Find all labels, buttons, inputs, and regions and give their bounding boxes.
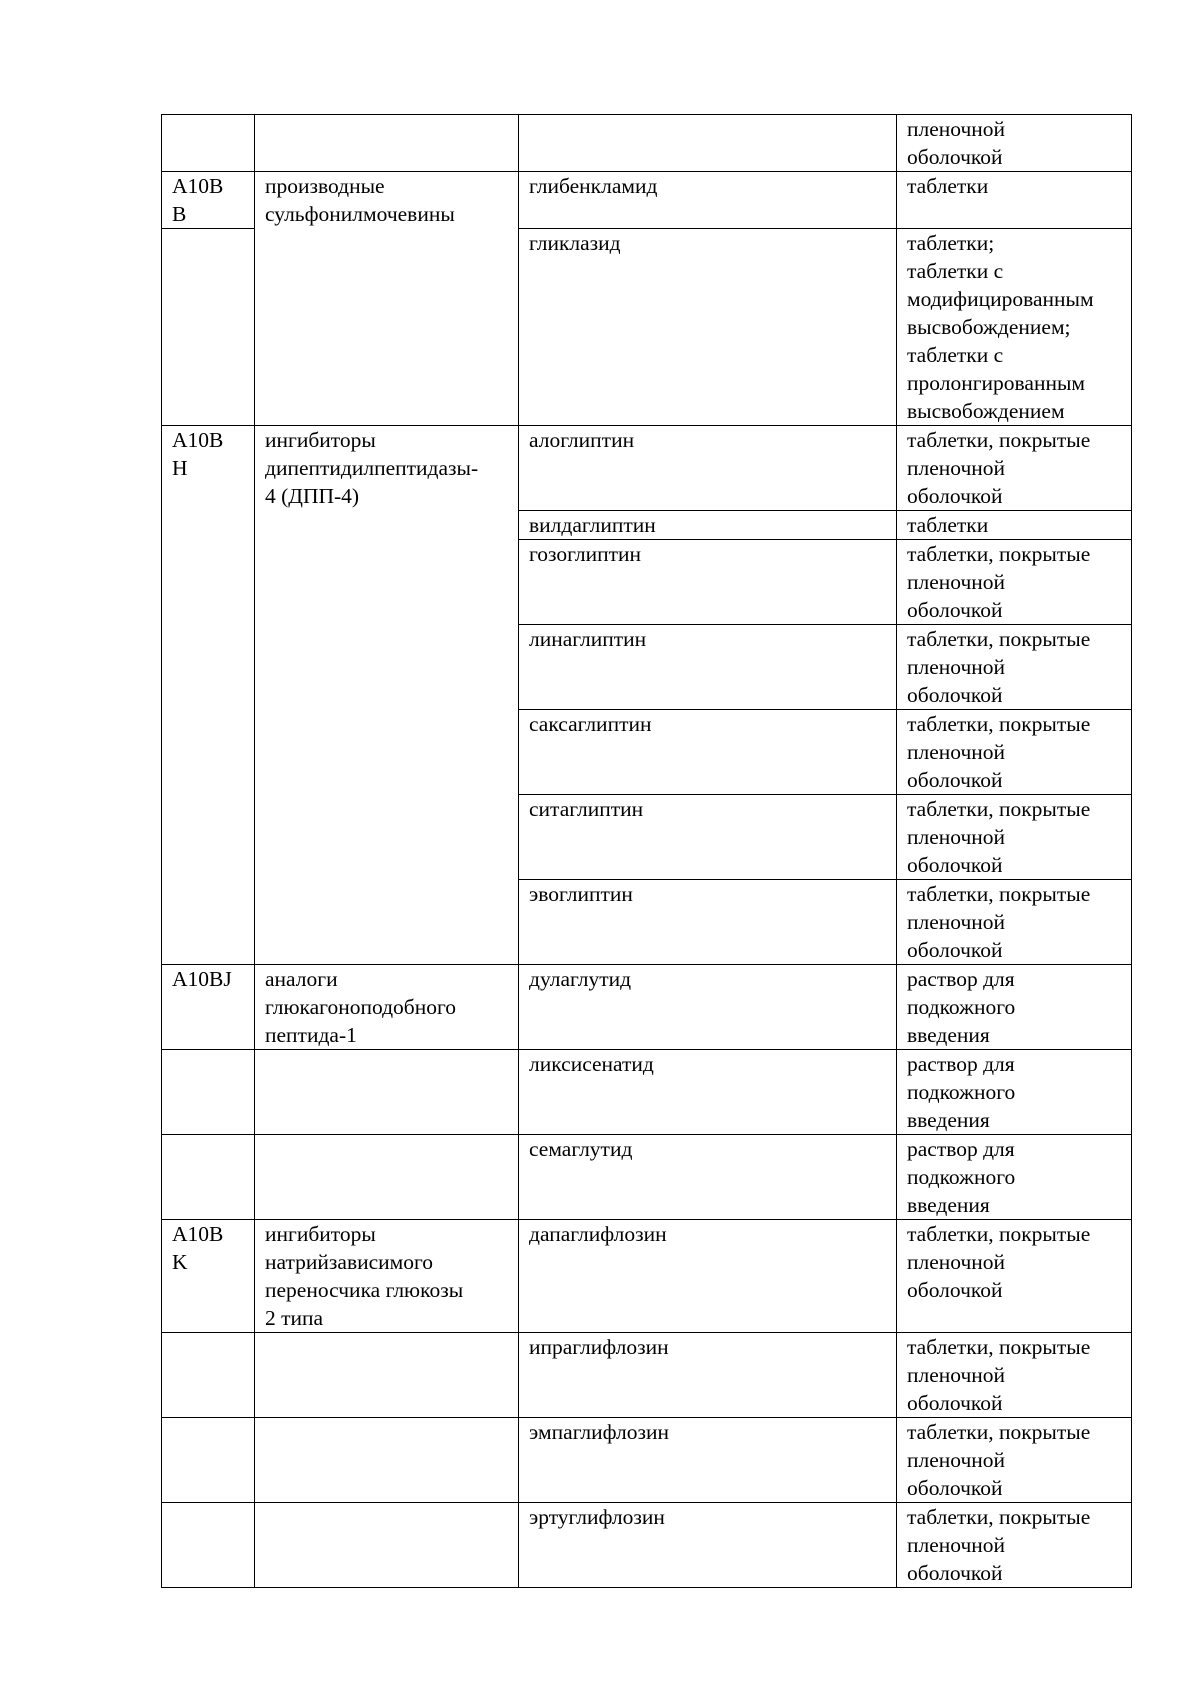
dosage-form-cell <box>897 1418 1132 1503</box>
atc-code-cell-text: A10B B <box>172 174 224 226</box>
dosage-form-cell-text: таблетки, покрытые пленочной оболочкой <box>907 542 1091 622</box>
dosage-form-cell <box>897 795 1132 880</box>
drug-name-cell-text: эртуглифлозин <box>529 1505 665 1529</box>
pharmacological-group-cell <box>255 965 519 1050</box>
drug-name-cell <box>519 1220 897 1333</box>
table-row <box>162 1333 1132 1418</box>
drug-name-cell <box>519 540 897 625</box>
drug-name-cell-text: ипраглифлозин <box>529 1335 669 1359</box>
table-row <box>162 172 1132 229</box>
table-body <box>162 115 1132 1588</box>
drug-name-cell-text: ликсисенатид <box>529 1052 654 1076</box>
table-row <box>162 426 1132 511</box>
dosage-form-cell <box>897 1050 1132 1135</box>
drug-name-cell-text: семаглутид <box>529 1137 633 1161</box>
dosage-form-cell <box>897 625 1132 710</box>
atc-code-cell <box>162 1135 255 1220</box>
drug-name-cell <box>519 625 897 710</box>
drug-name-cell <box>519 795 897 880</box>
pharmacological-group-cell <box>255 1333 519 1418</box>
dosage-form-cell <box>897 511 1132 540</box>
dosage-form-cell-text: раствор для подкожного введения <box>907 967 1016 1047</box>
atc-code-cell-text: A10B K <box>172 1222 224 1274</box>
pharmacological-group-cell-text: производные сульфонилмочевины <box>265 174 455 226</box>
dosage-form-cell <box>897 115 1132 172</box>
dosage-form-cell <box>897 1333 1132 1418</box>
pharmacological-group-cell <box>255 1503 519 1588</box>
dosage-form-cell <box>897 1135 1132 1220</box>
dosage-form-cell <box>897 229 1132 426</box>
drug-name-cell <box>519 1503 897 1588</box>
drug-name-cell <box>519 172 897 229</box>
pharmacological-group-cell <box>255 1050 519 1135</box>
dosage-form-cell-text: таблетки, покрытые пленочной оболочкой <box>907 797 1091 877</box>
dosage-form-cell-text: таблетки, покрытые пленочной оболочкой <box>907 1335 1091 1415</box>
pharmacological-group-cell-text: ингибиторы натрийзависимого переносчика глюкозы 2 типа <box>265 1222 464 1330</box>
drug-name-cell-text: линаглиптин <box>529 627 647 651</box>
dosage-form-cell-text: таблетки <box>907 174 989 198</box>
dosage-form-cell-text: таблетки, покрытые пленочной оболочкой <box>907 712 1091 792</box>
dosage-form-cell <box>897 880 1132 965</box>
dosage-form-cell-text: таблетки, покрытые пленочной оболочкой <box>907 627 1091 707</box>
drug-name-cell-text: дулаглутид <box>529 967 632 991</box>
dosage-form-cell <box>897 172 1132 229</box>
drug-name-cell-text: гликлазид <box>529 231 621 255</box>
dosage-form-cell-text: пленочной оболочкой <box>907 117 1006 169</box>
drug-name-cell-text: эмпаглифлозин <box>529 1420 670 1444</box>
dosage-form-cell <box>897 1503 1132 1588</box>
drug-name-cell <box>519 229 897 426</box>
drug-classification-table <box>161 114 1132 1588</box>
drug-name-cell-text: ситаглиптин <box>529 797 644 821</box>
drug-name-cell-text: эвоглиптин <box>529 882 633 906</box>
dosage-form-cell-text: таблетки, покрытые пленочной оболочкой <box>907 1420 1091 1500</box>
drug-name-cell <box>519 1418 897 1503</box>
dosage-form-cell-text: таблетки, покрытые пленочной оболочкой <box>907 882 1091 962</box>
pharmacological-group-cell <box>255 172 519 426</box>
atc-code-cell <box>162 1050 255 1135</box>
table-row <box>162 115 1132 172</box>
dosage-form-cell <box>897 540 1132 625</box>
pharmacological-group-cell <box>255 1418 519 1503</box>
pharmacological-group-cell-text: аналоги глюкагоноподобного пептида-1 <box>265 967 457 1047</box>
table-row <box>162 1503 1132 1588</box>
drug-name-cell-text: гозоглиптин <box>529 542 642 566</box>
dosage-form-cell-text: таблетки, покрытые пленочной оболочкой <box>907 428 1091 508</box>
drug-name-cell-text: глибенкламид <box>529 174 658 198</box>
drug-name-cell <box>519 1135 897 1220</box>
dosage-form-cell <box>897 710 1132 795</box>
drug-name-cell <box>519 511 897 540</box>
drug-name-cell <box>519 115 897 172</box>
table-row <box>162 965 1132 1050</box>
dosage-form-cell-text: таблетки <box>907 513 989 537</box>
pharmacological-group-cell <box>255 1220 519 1333</box>
drug-name-cell <box>519 880 897 965</box>
drug-name-cell <box>519 965 897 1050</box>
dosage-form-cell-text: раствор для подкожного введения <box>907 1052 1016 1132</box>
drug-name-cell <box>519 1050 897 1135</box>
atc-code-cell <box>162 1333 255 1418</box>
pharmacological-group-cell <box>255 1135 519 1220</box>
table-row <box>162 1050 1132 1135</box>
atc-code-cell <box>162 172 255 229</box>
dosage-form-cell <box>897 426 1132 511</box>
atc-code-cell <box>162 965 255 1050</box>
atc-code-cell-text: A10BJ <box>172 967 232 991</box>
dosage-form-cell-text: таблетки, покрытые пленочной оболочкой <box>907 1505 1091 1585</box>
table-row <box>162 1220 1132 1333</box>
pharmacological-group-cell-text: ингибиторы дипептидилпептидазы- 4 (ДПП-4) <box>265 428 479 508</box>
atc-code-cell <box>162 1418 255 1503</box>
table-row <box>162 1135 1132 1220</box>
drug-name-cell <box>519 1333 897 1418</box>
atc-code-cell <box>162 115 255 172</box>
drug-name-cell <box>519 426 897 511</box>
pharmacological-group-cell <box>255 426 519 965</box>
atc-code-cell <box>162 426 255 965</box>
drug-name-cell <box>519 710 897 795</box>
table-row <box>162 1418 1132 1503</box>
drug-name-cell-text: дапаглифлозин <box>529 1222 667 1246</box>
dosage-form-cell <box>897 1220 1132 1333</box>
drug-name-cell-text: саксаглиптин <box>529 712 652 736</box>
atc-code-cell-text: A10B H <box>172 428 224 480</box>
atc-code-cell <box>162 229 255 426</box>
atc-code-cell <box>162 1503 255 1588</box>
atc-code-cell <box>162 1220 255 1333</box>
dosage-form-cell-text: таблетки, покрытые пленочной оболочкой <box>907 1222 1091 1302</box>
drug-name-cell-text: алоглиптин <box>529 428 635 452</box>
drug-name-cell-text: вилдаглиптин <box>529 513 656 537</box>
dosage-form-cell-text: раствор для подкожного введения <box>907 1137 1016 1217</box>
pharmacological-group-cell <box>255 115 519 172</box>
dosage-form-cell-text: таблетки; таблетки с модифицированным высвобождением; таблетки с пролонгированным высвобождением <box>907 231 1094 423</box>
dosage-form-cell <box>897 965 1132 1050</box>
